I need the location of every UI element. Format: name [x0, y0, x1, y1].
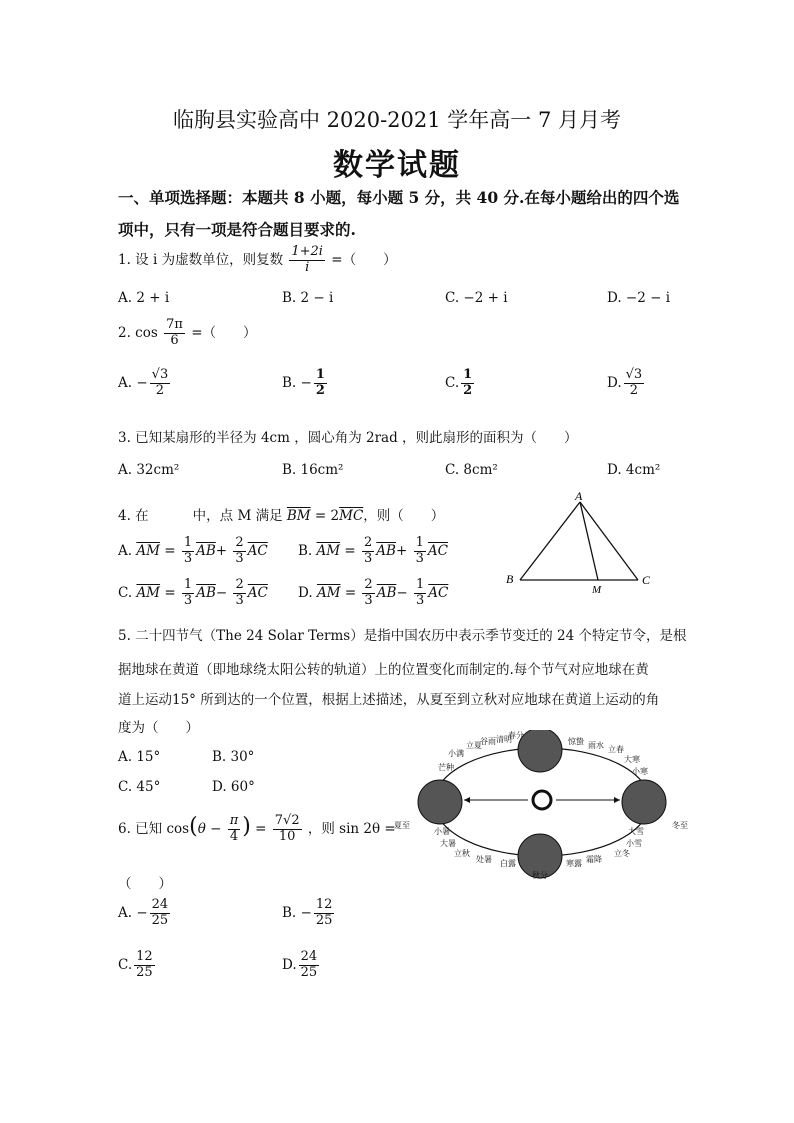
label-lidong: 立冬: [614, 849, 630, 858]
label-chushu: 处暑: [476, 855, 492, 864]
q5-option-b[interactable]: B. 30°: [212, 749, 255, 765]
earth-winter: [622, 780, 666, 824]
point-m-label: M: [592, 584, 602, 596]
label-bailu: 白露: [500, 859, 516, 868]
q2-option-c[interactable]: C. $\frac{1}{2}$: [445, 367, 473, 398]
q1-option-c[interactable]: C. −2 + i: [445, 290, 508, 306]
q4-option-b[interactable]: B. $\overline{AM}$ = $\frac{2}{3}$ $\overline{AB}+$ $\frac{1}{3}$ $\overline{AC}$: [298, 535, 448, 566]
q2-option-b[interactable]: B. − $\frac{1}{2}$: [282, 367, 325, 398]
label-hanlu: 寒露: [566, 859, 582, 868]
question-5-line2: 据地球在黄道（即地球绕太阳公转的轨道）上的位置变化而制定的.每个节气对应地球在黄: [118, 662, 649, 678]
question-5-line4: 度为（ ）: [118, 720, 199, 736]
q1-option-b[interactable]: B. 2 − i: [282, 290, 334, 306]
question-4-stem: 4. 在 中，点 M 满足 $\overline{BM} = 2\overline{MC}$，则（ ）: [118, 508, 445, 524]
q3-option-c[interactable]: C. 8cm²: [445, 462, 498, 478]
q6-option-b[interactable]: B. − $\frac{12}{25}$: [282, 897, 333, 928]
q5-option-c[interactable]: C. 45°: [118, 779, 161, 795]
vertex-a-label: A: [575, 489, 583, 503]
solar-terms-diagram: [392, 730, 697, 880]
label-xiaoshu: 小暑: [434, 827, 450, 836]
q2-option-d[interactable]: D. $\frac{√3}{2}$: [607, 367, 643, 398]
earth-spring: [518, 730, 562, 772]
q3-option-b[interactable]: B. 16cm²: [282, 462, 344, 478]
label-xiaoxue: 小雪: [626, 839, 642, 848]
q5-option-a[interactable]: A. 15°: [118, 749, 161, 765]
earth-summer: [418, 780, 462, 824]
triangle-figure: [500, 488, 660, 598]
q4-option-d[interactable]: D. $\overline{AM}$ = $\frac{2}{3}$ $\overline{AB}-$ $\frac{1}{3}$ $\overline{AC}$: [298, 577, 449, 608]
vertex-b-label: B: [506, 572, 514, 586]
label-autumn: 秋分: [532, 871, 548, 880]
q3-option-a[interactable]: A. 32cm²: [118, 462, 180, 478]
label-dahan: 大寒: [624, 755, 640, 764]
label-mangzhong: 芒种: [438, 763, 454, 772]
q3-option-d[interactable]: D. 4cm²: [607, 462, 661, 478]
question-6-stem: 6. 已知 cos(θ − $\frac{\pi}{4}$ ) = $\frac{7√2}{10}$ ，则 sin 2θ =: [118, 813, 396, 844]
section-instruction-line1: 一、单项选择题：本题共 8 小题，每小题 5 分，共 40 分.在每小题给出的四个选: [118, 188, 680, 207]
question-2-stem: 2. cos $\frac{7\pi}{6}$ =（ ）: [118, 317, 257, 348]
label-shuangjiang: 霜降: [586, 855, 602, 864]
label-daxue: 大雪: [628, 827, 644, 836]
label-xiaohan: 小寒: [632, 767, 648, 776]
side-ab: [520, 502, 580, 580]
question-5-line1: 5. 二十四节气（The 24 Solar Terms）是指中国农历中表示季节变迁的 24 个特定节令，是根: [118, 628, 687, 644]
exam-subtitle: 数学试题: [333, 148, 461, 183]
label-dashu: 大暑: [440, 839, 456, 848]
q6-option-d[interactable]: D. $\frac{24}{25}$: [282, 949, 318, 980]
q1-option-d[interactable]: D. −2 − i: [607, 290, 671, 306]
question-3-stem: 3. 已知某扇形的半径为 4cm ，圆心角为 2rad ，则此扇形的面积为（ ）: [118, 430, 578, 446]
label-lichun: 立春: [608, 745, 624, 754]
question-1-stem: 1. 设 i 为虚数单位，则复数 $\frac{1+2i}{i}$ =（ ）: [118, 244, 397, 275]
label-lixia: 立夏: [466, 741, 482, 750]
question-6-paren: （ ）: [118, 876, 172, 892]
label-jingzhe: 惊蛰: [568, 737, 584, 746]
label-guyu: 谷雨: [480, 737, 496, 746]
q4-option-c[interactable]: C. $\overline{AM}$ = $\frac{1}{3}$ $\overline{AB}-$ $\frac{2}{3}$ $\overline{AC}$: [118, 577, 268, 608]
q6-option-a[interactable]: A. − $\frac{24}{25}$: [118, 897, 169, 928]
label-liqiu: 立秋: [454, 849, 470, 858]
exam-title: 临朐县实验高中 2020-2021 学年高一 7 月月考: [172, 108, 622, 132]
question-5-line3: 道上运动15° 所到达的一个位置，根据上述描述，从夏至到立秋对应地球在黄道上运动的角: [118, 692, 660, 708]
q4-option-a[interactable]: A. $\overline{AM}$ = $\frac{1}{3}$ $\overline{AB}+$ $\frac{2}{3}$ $\overline{AC}$: [118, 535, 268, 566]
label-spring: 春分: [508, 731, 524, 740]
q1-option-a[interactable]: A. 2 + i: [118, 290, 170, 306]
q1-fraction: $\frac{1+2i}{i}$: [291, 244, 323, 275]
label-qingming: 清明: [496, 735, 512, 744]
label-winter: 冬至: [672, 821, 688, 830]
q5-option-d[interactable]: D. 60°: [212, 779, 255, 795]
q2-option-a[interactable]: A. − $\frac{√3}{2}$: [118, 367, 169, 398]
vertex-c-label: C: [642, 573, 651, 587]
q6-option-c[interactable]: C. $\frac{12}{25}$: [118, 949, 153, 980]
sun: [533, 791, 551, 809]
section-instruction-line2: 项中，只有一项是符合题目要求的.: [118, 220, 356, 239]
label-yushui: 雨水: [588, 741, 604, 750]
label-xiaoman: 小满: [448, 749, 464, 758]
label-summer: 夏至: [394, 821, 410, 830]
